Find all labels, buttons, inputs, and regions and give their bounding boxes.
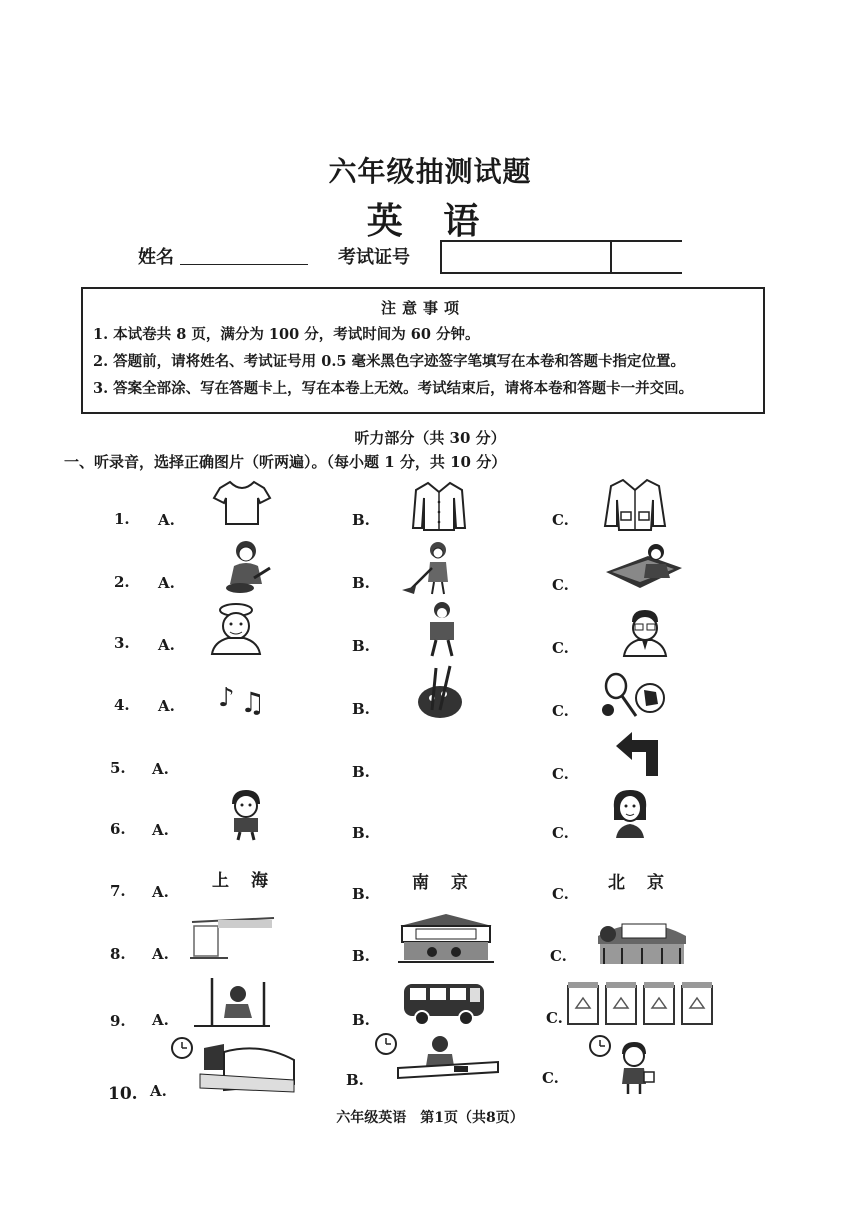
name-field[interactable] xyxy=(180,264,308,265)
option-b-label: B. xyxy=(352,763,370,781)
zoo-icon[interactable] xyxy=(592,912,692,968)
question-number: 8. xyxy=(110,945,126,963)
exam-id-box[interactable] xyxy=(440,240,682,274)
cook-icon[interactable] xyxy=(208,602,264,656)
option-b-label: B. xyxy=(352,824,370,842)
option-a-label: A. xyxy=(152,760,169,778)
sleeping-icon[interactable] xyxy=(170,1034,300,1096)
bus-icon[interactable] xyxy=(402,978,486,1026)
option-b-label: B. xyxy=(352,885,370,903)
shirt-icon[interactable] xyxy=(410,480,468,532)
city-nanjing[interactable]: 南京 xyxy=(412,873,490,893)
t-shirt-icon[interactable] xyxy=(212,478,272,528)
option-b-label: B. xyxy=(346,1071,364,1089)
option-c-label: C. xyxy=(552,576,569,594)
option-c-label: C. xyxy=(552,639,569,657)
museum-icon[interactable] xyxy=(188,912,280,964)
cinema-icon[interactable] xyxy=(396,912,496,966)
question-number: 2. xyxy=(114,573,130,591)
option-b-label: B. xyxy=(352,637,370,655)
girl-sweeping-icon[interactable] xyxy=(400,540,460,596)
option-c-label: C. xyxy=(552,824,569,842)
exam-id-label: 考试证号 xyxy=(338,247,410,268)
turn-left-arrow-icon[interactable] xyxy=(614,730,662,778)
option-b-label: B. xyxy=(352,1011,370,1029)
option-a-label: A. xyxy=(152,945,169,963)
painting-icon[interactable] xyxy=(414,664,466,724)
exam-title: 六年级抽测试题 xyxy=(328,155,532,188)
option-b-label: B. xyxy=(352,947,370,965)
part-title: 一、听录音，选择正确图片（听两遍）。（每小题 1 分，共 10 分） xyxy=(64,453,507,471)
question-number: 1. xyxy=(114,510,130,528)
drinking-icon[interactable] xyxy=(588,1034,662,1096)
option-b-label: B. xyxy=(352,511,370,529)
option-c-label: C. xyxy=(552,511,569,529)
option-a-label: A. xyxy=(158,636,175,654)
option-a-label: A. xyxy=(152,883,169,901)
option-b-label: B. xyxy=(352,700,370,718)
option-c-label: C. xyxy=(546,1009,563,1027)
section-title: 听力部分（共 30 分） xyxy=(354,429,506,447)
question-number: 7. xyxy=(110,882,126,900)
notice-title: 注意事项 xyxy=(380,299,465,317)
page-footer: 六年级英语 第1页（共8页） xyxy=(336,1110,524,1126)
option-c-label: C. xyxy=(542,1069,559,1087)
recycle-bins-icon[interactable] xyxy=(566,980,716,1028)
question-number: 9. xyxy=(110,1012,126,1030)
option-c-label: C. xyxy=(550,947,567,965)
doctor-icon[interactable] xyxy=(418,600,466,658)
woman-cooking-icon[interactable] xyxy=(604,542,684,590)
option-a-label: A. xyxy=(150,1082,167,1100)
sports-icon[interactable] xyxy=(600,672,668,720)
option-c-label: C. xyxy=(552,702,569,720)
notice-line: 2. 答题前，请将姓名、考试证号用 0.5 毫米黑色字迹签字笔填写在本卷和答题卡指定位置。 xyxy=(93,353,686,370)
option-a-label: A. xyxy=(158,511,175,529)
music-icon[interactable] xyxy=(218,676,270,716)
planting-trees-icon[interactable] xyxy=(190,976,272,1030)
subject-title: 英 语 xyxy=(366,200,494,242)
question-number: 5. xyxy=(110,759,126,777)
boy-icon[interactable] xyxy=(220,788,270,842)
option-a-label: A. xyxy=(152,1011,169,1029)
name-label: 姓名 xyxy=(138,247,174,268)
option-a-label: A. xyxy=(152,821,169,839)
question-number: 3. xyxy=(114,634,130,652)
option-c-label: C. xyxy=(552,885,569,903)
studying-icon[interactable] xyxy=(374,1032,500,1082)
city-beijing[interactable]: 北京 xyxy=(608,873,686,893)
notice-line: 1. 本试卷共 8 页，满分为 100 分，考试时间为 60 分钟。 xyxy=(93,326,480,343)
option-a-label: A. xyxy=(158,697,175,715)
notice-box xyxy=(81,287,765,414)
option-a-label: A. xyxy=(158,574,175,592)
option-c-label: C. xyxy=(552,765,569,783)
question-number: 10. xyxy=(108,1084,138,1104)
girl-icon[interactable] xyxy=(608,786,652,840)
jacket-icon[interactable] xyxy=(603,476,667,532)
option-b-label: B. xyxy=(352,574,370,592)
man-glasses-icon[interactable] xyxy=(620,606,670,658)
boy-cooking-icon[interactable] xyxy=(218,538,274,596)
svg-text:♫: ♫ xyxy=(240,686,266,716)
question-number: 6. xyxy=(110,820,126,838)
city-shanghai[interactable]: 上海 xyxy=(212,871,290,891)
notice-line: 3. 答案全部涂、写在答题卡上，写在本卷上无效。考试结束后，请将本卷和答题卡一并交回。 xyxy=(93,380,694,397)
question-number: 4. xyxy=(114,696,130,714)
svg-text:♪: ♪ xyxy=(218,683,235,713)
